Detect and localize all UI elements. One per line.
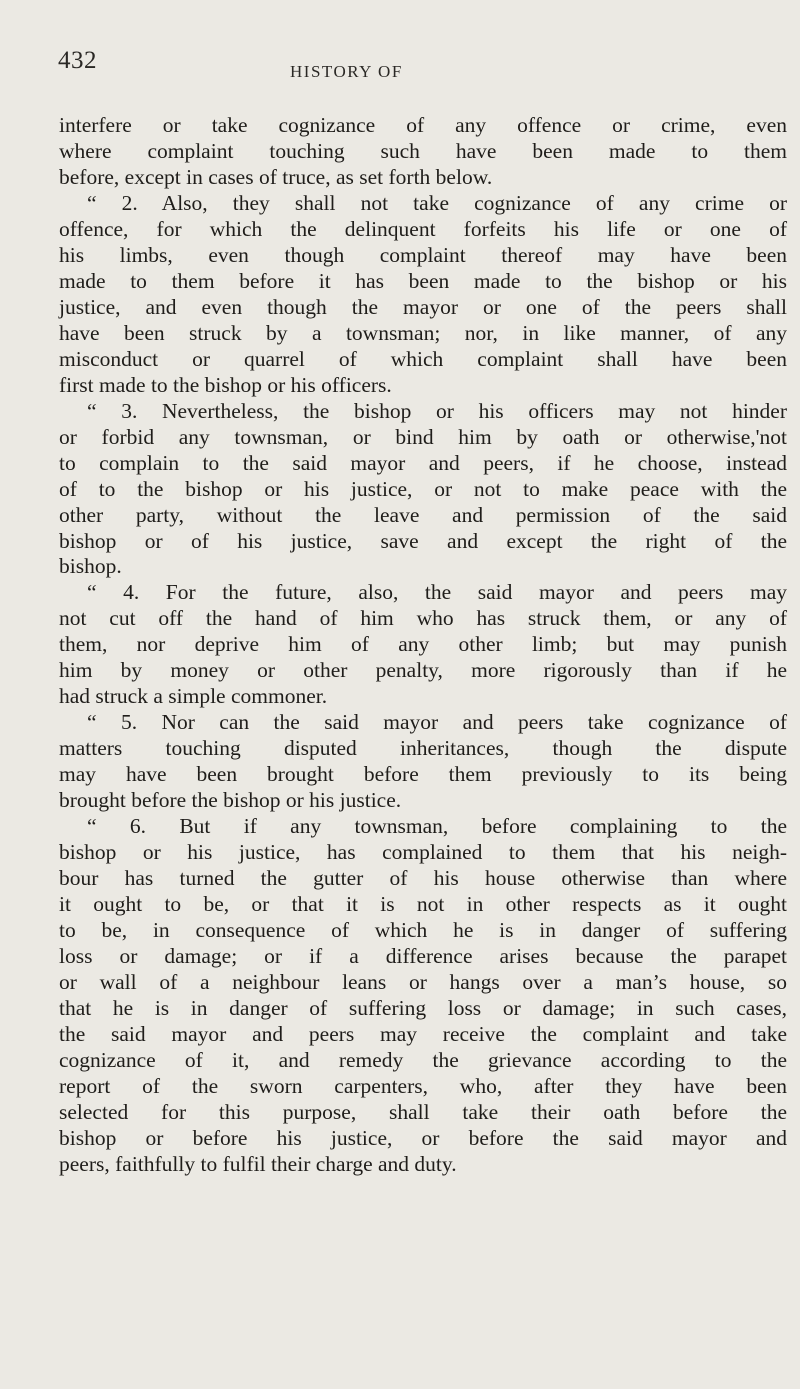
text-line: may have been brought before them previously to its being [59,762,787,787]
text-line: selected for this purpose, shall take their oath before the [59,1099,787,1124]
text-line: or wall of a neighbour leans or hangs over a man’s house, so [59,969,787,994]
text-line: his limbs, even though complaint thereof may have been [59,242,787,267]
text-line: or forbid any townsman, or bind him by oath or otherwise,'not [59,424,787,449]
text-line: bishop or before his justice, or before the said mayor and [59,1125,787,1150]
text-line: not cut off the hand of him who has struck them, or any of [59,606,787,631]
text-line: “ 6. But if any townsman, before complaining to the [87,814,787,839]
text-line: bour has turned the gutter of his house otherwise than where [59,866,787,891]
text-line: to be, in consequence of which he is in danger of suffering [59,918,787,943]
text-line: him by money or other penalty, more rigorously than if he [59,658,787,683]
text-line: it ought to be, or that it is not in other respects as it ought [59,892,787,917]
text-line: loss or damage; or if a difference arises because the parapet [59,944,787,968]
text-line: first made to the bishop or his officers. [59,372,392,397]
page-number: 432 [58,47,97,74]
text-line: before, except in cases of truce, as set forth below. [59,164,493,189]
text-line: have been struck by a townsman; nor, in like manner, of any [59,320,787,345]
text-line: bishop or of his justice, save and except the right of the [59,528,787,553]
text-line: other party, without the leave and permission of the said [59,502,787,527]
text-line: misconduct or quarrel of which complaint shall have been [59,346,787,371]
text-line: “ 2. Also, they shall not take cognizance of any crime or [87,190,787,215]
text-line: bishop or his justice, has complained to them that his neigh- [59,840,787,865]
text-line: “ 3. Nevertheless, the bishop or his officers may not hinder [87,398,787,423]
text-line: interfere or take cognizance of any offence or crime, even [59,113,787,137]
text-line: report of the sworn carpenters, who, after they have been [59,1073,787,1098]
text-line: made to them before it has been made to the bishop or his [59,268,787,293]
text-line: justice, and even though the mayor or one of the peers shall [59,294,787,319]
text-line: “ 4. For the future, also, the said mayor and peers may [87,580,787,605]
running-head: HISTORY OF [290,62,403,81]
text-line: to complain to the said mayor and peers, if he choose, instead [59,450,787,475]
text-line: that he is in danger of suffering loss or damage; in such cases, [59,995,787,1020]
text-line: of to the bishop or his justice, or not to make peace with the [59,476,787,501]
text-line: offence, for which the delinquent forfeits his life or one of [59,216,787,241]
text-line: peers, faithfully to fulfil their charge and duty. [59,1151,457,1176]
body-text [59,113,787,1178]
text-line: brought before the bishop or his justice. [59,788,402,813]
text-line: cognizance of it, and remedy the grievance according to the [59,1047,787,1072]
text-line: the said mayor and peers may receive the complaint and take [59,1021,787,1046]
text-line: matters touching disputed inheritances, though the dispute [59,736,787,761]
text-line: them, nor deprive him of any other limb; but may punish [59,632,787,657]
text-line: where complaint touching such have been made to them [59,138,787,163]
text-line: “ 5. Nor can the said mayor and peers take cognizance of [87,710,787,735]
text-line: bishop. [59,554,122,579]
text-line: had struck a simple commoner. [59,684,328,709]
